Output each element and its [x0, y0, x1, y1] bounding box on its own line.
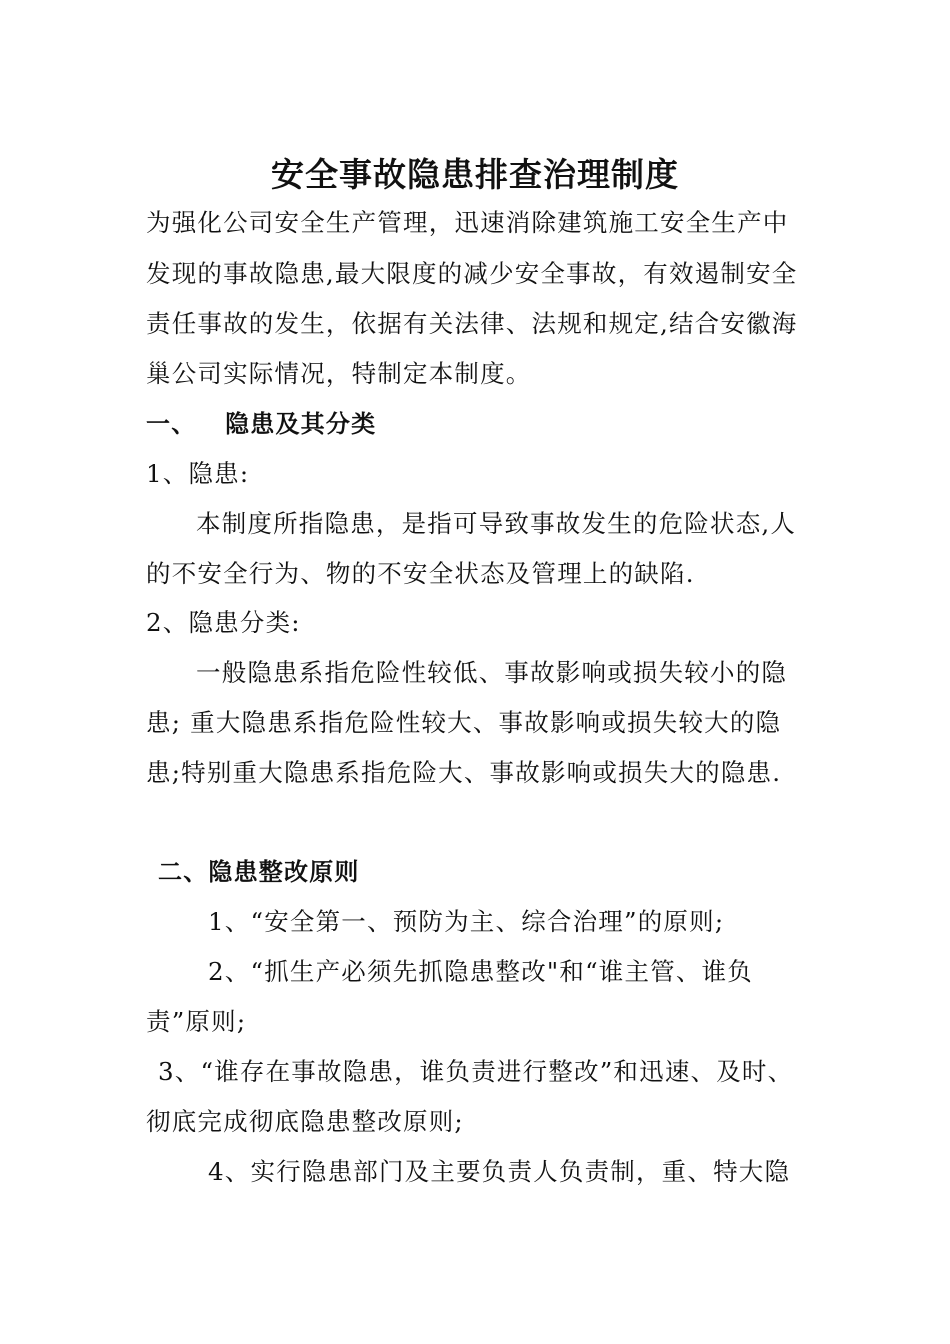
- principle-3-line-2: 彻底完成彻底隐患整改原则;: [146, 1107, 464, 1136]
- section-1-item-2-line-3: 患;特别重大隐患系指危险大、事故影响或损失大的隐患.: [146, 758, 782, 787]
- section-1-item-2-label: 2、隐患分类:: [146, 608, 301, 637]
- intro-line-4: 巢公司实际情况，特制定本制度。: [146, 359, 532, 388]
- principle-2-line-2: 责”原则;: [146, 1007, 247, 1036]
- principle-2-line-1: 2、“抓生产必须先抓隐患整改"和“谁主管、谁负: [208, 957, 754, 986]
- section-1-item-1-label: 1、隐患:: [146, 459, 250, 488]
- section-1-item-2-line-1: 一般隐患系指危险性较低、事故影响或损失较小的隐: [196, 658, 788, 687]
- principle-1: 1、“安全第一、预防为主、综合治理”的原则;: [208, 907, 725, 936]
- section-1-heading: 一、 隐患及其分类: [146, 410, 377, 438]
- principle-3-line-1: 3、“谁存在事故隐患，谁负责进行整改”和迅速、及时、: [158, 1057, 794, 1086]
- principle-4-line-1: 4、实行隐患部门及主要负责人负责制，重、特大隐: [208, 1157, 791, 1186]
- section-1-item-1-line-2: 的不安全行为、物的不安全状态及管理上的缺陷.: [146, 559, 695, 588]
- document-title: 安全事故隐患排查治理制度: [271, 155, 679, 194]
- section-2-heading: 二、隐患整改原则: [158, 858, 360, 886]
- intro-line-3: 责任事故的发生，依据有关法律、法规和规定,结合安徽海: [146, 309, 798, 338]
- section-1-item-2-line-2: 患; 重大隐患系指危险性较大、事故影响或损失较大的隐: [146, 708, 782, 737]
- intro-line-2: 发现的事故隐患,最大限度的减少安全事故，有效遏制安全: [146, 259, 798, 288]
- section-1-item-1-line-1: 本制度所指隐患，是指可导致事故发生的危险状态,人: [196, 509, 797, 538]
- intro-line-1: 为强化公司安全生产管理，迅速消除建筑施工安全生产中: [146, 208, 789, 237]
